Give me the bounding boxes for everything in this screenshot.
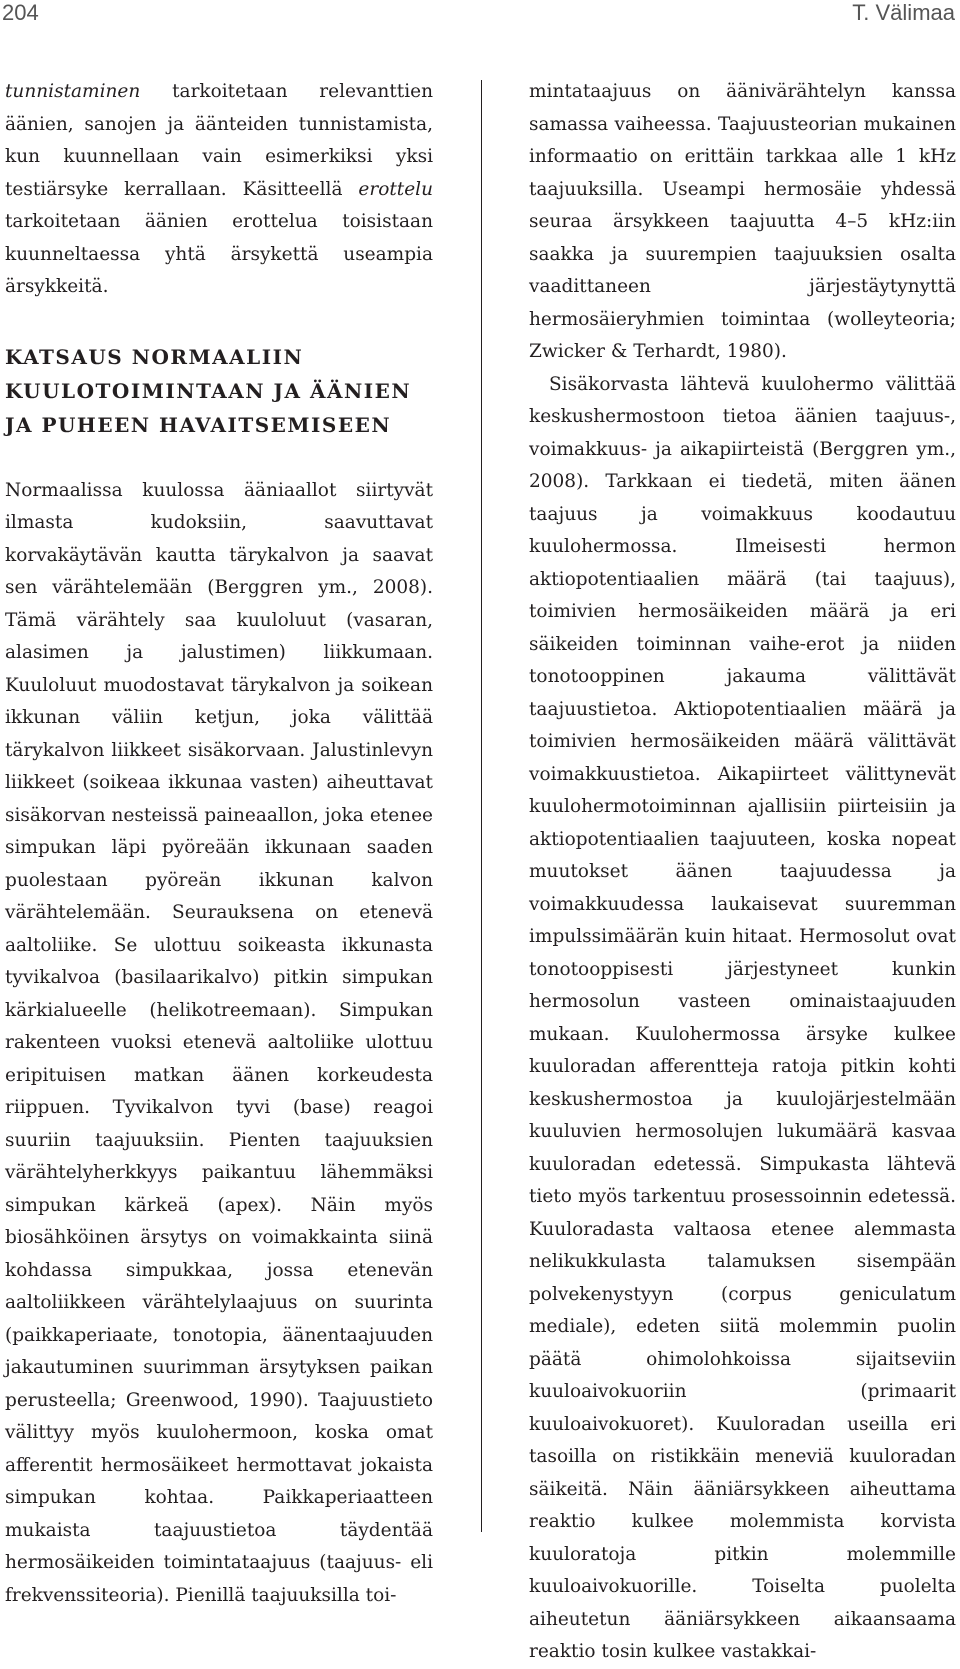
- intro-text-1: tarkoitetaan relevanttien äänien, sanojen ja äänteiden tunnistamista, kun kuunnellaan vain esimerkiksi yksi testiärsyke kerrallaan. Käsitteellä: [5, 81, 433, 200]
- column-divider: [481, 80, 482, 1532]
- heading-line-3: JA PUHEEN HAVAITSEMISEEN: [5, 412, 392, 437]
- intro-paragraph: [5, 76, 433, 304]
- right-column: [529, 76, 956, 1669]
- heading-line-1: KATSAUS NORMAALIIN: [5, 344, 304, 369]
- intro-text-2: tarkoitetaan äänien erottelua toisistaan kuunneltaessa yhtä ärsykettä useampia ärsykkeitä.: [5, 211, 433, 297]
- body-paragraph-right-1: mintataajuus on äänivärähtelyn kanssa samassa vaiheessa. Taajuusteorian mukainen informaatio on erittäin tarkkaa alle 1 kHz taajuuksilla. Useampi hermosäie yhdessä seuraa ärsykkeen taajuutta 4–5 kHz:iin saakka ja suurempien taajuuksien osalta vaadittaneen järjestäytynyttä hermosäieryhmien toimintaa (wolleyteoria; Zwicker & Terhardt, 1980).: [529, 81, 956, 362]
- left-column: [5, 76, 433, 1612]
- page-header: [0, 0, 960, 30]
- running-head: T. Välimaa: [852, 0, 955, 25]
- page-number: 204: [2, 0, 39, 25]
- term-tunnistaminen: tunnistaminen: [5, 81, 141, 102]
- body-paragraph-right-2: Sisäkorvasta lähtevä kuulohermo välittää keskushermostoon tietoa äänien taajuus-, voimakkuus- ja aikapiirteistä (Berggren ym., 2008). Tarkkaan ei tiedetä, miten äänen taajuus ja voimakkuus koodautuu kuulohermossa. Ilmeisesti hermon aktiopotentiaalien määrä (tai taajuus), toimivien hermosäikeiden määrä ja eri säikeiden toiminnan vaihe-erot ja niiden tonotooppinen jakauma välittävät taajuustietoa. Aktiopotentiaalien määrä ja toimivien hermosäikeiden määrä välittävät voimakkuustietoa. Aikapiirteet välittynevät kuulohermotoiminnan ajallisiin piirteisiin ja aktiopotentiaalien taajuuteen, koska nopeat muutokset äänen taajuudessa ja voimakkuudessa laukaisevat suuremman impulssimäärän kuin hitaat. Hermosolut ovat tonotooppisesti järjestyneet kunkin hermosolun vasteen ominaistaajuuden mukaan. Kuulohermossa ärsyke kulkee kuuloradan afferentteja ratoja pitkin kohti keskushermostoa ja kuulojärjestelmään kuuluvien hermosolujen lukumäärä kasvaa kuuloradan edetessä. Simpukasta lähtevä tieto myös tarkentuu prosessoinnin edetessä. Kuuloradasta valtaosa etenee alemmasta nelikukkulasta talamuksen sisempään polvekenystyyn (corpus geniculatum mediale), edeten siitä molemmin puolin päätä ohimolohkoissa sijaitseviin kuuloaivokuoriin (primaarit kuuloaivokuoret). Kuuloradan useilla eri tasoilla on ristikkäin meneviä kuuloradan säikeitä. Näin ääniärsykkeen aiheuttama reaktio kulkee molemmista korvista kuuloratoja pitkin molemmille kuuloaivokuorille. Toiselta puolelta aiheutetun ääniärsykkeen aikaansaama reaktio tosin kulkee vastakkai-: [529, 373, 956, 1662]
- section-heading: [5, 340, 433, 442]
- body-paragraph-left: Normaalissa kuulossa ääniaallot siirtyvät ilmasta kudoksiin, saavuttavat korvakäytävän kautta tärykalvon ja saavat sen värähtelemään (Berggren ym., 2008). Tämä värähtely saa kuuloluut (vasaran, alasimen ja jalustimen) liikkumaan. Kuuloluut muodostavat tärykalvon ja soikean ikkunan väliin ketjun, joka välittää tärykalvon liikkeet sisäkorvaan. Jalustinlevyn liikkeet (soikeaa ikkunaa vasten) aiheuttavat sisäkorvan nesteissä paineaallon, joka etenee simpukan läpi pyöreään ikkunaan saaden puolestaan pyöreän ikkunan kalvon värähtelemään. Seurauksena on etenevä aaltoliike. Se ulottuu soikeasta ikkunasta tyvikalvoa (basilaarikalvo) pitkin simpukan kärkialueelle (helikotreemaan). Simpukan rakenteen vuoksi etenevä aaltoliike ulottuu eripituisen matkan äänen korkeudesta riippuen. Tyvikalvon tyvi (base) reagoi suuriin taajuuksiin. Pienten taajuuksien värähtelyherkkyys paikantuu lähemmäksi simpukan kärkeä (apex). Näin myös biosähköinen ärsytys on voimakkainta siinä kohdassa simpukkaa, jossa etenevän aaltoliikkeen värähtelylaajuus on suurinta (paikkaperiaate, tonotopia, äänentaajuuden jakautuminen suurimman ärsytyksen paikan perusteella; Greenwood, 1990). Taajuustieto välittyy myös kuulohermoon, koska omat afferentit hermosäikeet hermottavat jokaista simpukan kohtaa. Paikkaperiaatteen mukaista taajuustietoa täydentää hermosäikeiden toimintataajuus (taajuus- eli frekvenssiteoria). Pienillä taajuuksilla toi-: [5, 479, 433, 1606]
- term-erottelu: erottelu: [358, 178, 433, 200]
- heading-line-2: KUULOTOIMINTAAN JA ÄÄNIEN: [5, 378, 412, 403]
